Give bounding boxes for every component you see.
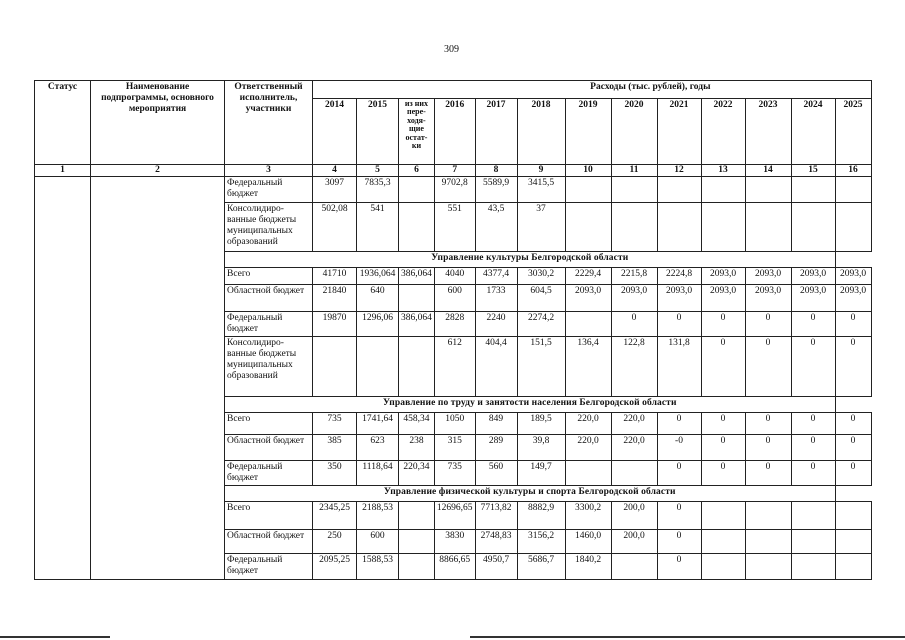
value-cell: 1296,06 [357, 311, 399, 336]
value-cell: 151,5 [517, 336, 565, 396]
value-cell: 37 [517, 202, 565, 251]
value-cell: 2095,25 [313, 553, 357, 579]
header-year: 2022 [701, 99, 745, 165]
value-cell: 2093,0 [701, 267, 745, 284]
header-name: Наименование подпрограммы, основного мероприятия [91, 81, 225, 165]
row-label: Всего [225, 267, 313, 284]
value-cell [835, 529, 871, 553]
page-number: 309 [444, 44, 459, 55]
value-cell: 551 [434, 202, 475, 251]
row-label: Федеральный бюджет [225, 460, 313, 485]
value-cell: 0 [657, 311, 701, 336]
value-cell [399, 529, 435, 553]
value-cell: 2188,53 [357, 501, 399, 529]
value-cell: 404,4 [475, 336, 517, 396]
value-cell: 612 [434, 336, 475, 396]
value-cell: 3097 [313, 176, 357, 202]
value-cell: 0 [791, 412, 835, 434]
column-number: 6 [399, 165, 435, 177]
value-cell: 0 [657, 553, 701, 579]
value-cell: 0 [745, 412, 791, 434]
column-number: 4 [313, 165, 357, 177]
value-cell: 502,08 [313, 202, 357, 251]
value-cell: 350 [313, 460, 357, 485]
value-cell: 8882,9 [517, 501, 565, 529]
value-cell: 0 [657, 460, 701, 485]
value-cell: 0 [745, 311, 791, 336]
value-cell: 0 [835, 412, 871, 434]
value-cell: 623 [357, 434, 399, 460]
value-cell: 1733 [475, 284, 517, 311]
value-cell: 2093,0 [701, 284, 745, 311]
table-row [35, 176, 872, 202]
value-cell: 0 [701, 412, 745, 434]
value-cell [745, 529, 791, 553]
value-cell [565, 460, 611, 485]
value-cell: 604,5 [517, 284, 565, 311]
value-cell: 640 [357, 284, 399, 311]
value-cell: 12696,65 [434, 501, 475, 529]
value-cell: 0 [657, 412, 701, 434]
row-label: Всего [225, 412, 313, 434]
value-cell [701, 176, 745, 202]
value-cell: 189,5 [517, 412, 565, 434]
header-year: 2018 [517, 99, 565, 165]
value-cell [835, 176, 871, 202]
value-cell [791, 553, 835, 579]
value-cell: 0 [791, 336, 835, 396]
value-cell: 0 [701, 336, 745, 396]
value-cell: 458,34 [399, 412, 435, 434]
column-number: 15 [791, 165, 835, 177]
value-cell: 0 [701, 460, 745, 485]
value-cell: 2093,0 [611, 284, 657, 311]
section-header: Управление культуры Белгородской области [225, 251, 836, 267]
header-year: из них пере-ходя-щие остат-ки [399, 99, 435, 165]
value-cell: 1118,64 [357, 460, 399, 485]
value-cell: 1936,064 [357, 267, 399, 284]
row-label: Областной бюджет [225, 529, 313, 553]
value-cell [745, 176, 791, 202]
value-cell [611, 553, 657, 579]
value-cell [657, 176, 701, 202]
value-cell [791, 501, 835, 529]
value-cell: 39,8 [517, 434, 565, 460]
header-year: 2021 [657, 99, 701, 165]
value-cell: 2215,8 [611, 267, 657, 284]
value-cell: 315 [434, 434, 475, 460]
value-cell: 2224,8 [657, 267, 701, 284]
value-cell: 2093,0 [745, 284, 791, 311]
value-cell: 250 [313, 529, 357, 553]
value-cell [611, 202, 657, 251]
value-cell: 849 [475, 412, 517, 434]
column-number: 5 [357, 165, 399, 177]
value-cell: 600 [434, 284, 475, 311]
row-label: Областной бюджет [225, 284, 313, 311]
value-cell: 3830 [434, 529, 475, 553]
value-cell: 136,4 [565, 336, 611, 396]
value-cell: 289 [475, 434, 517, 460]
value-cell [611, 176, 657, 202]
value-cell: 2093,0 [565, 284, 611, 311]
row-label: Всего [225, 501, 313, 529]
value-cell: 0 [745, 460, 791, 485]
value-cell: 200,0 [611, 529, 657, 553]
value-cell [565, 202, 611, 251]
row-label: Областной бюджет [225, 434, 313, 460]
value-cell: 541 [357, 202, 399, 251]
column-number: 9 [517, 165, 565, 177]
value-cell: 0 [835, 434, 871, 460]
value-cell: -0 [657, 434, 701, 460]
value-cell: 0 [791, 460, 835, 485]
value-cell: 0 [791, 311, 835, 336]
value-cell: 0 [835, 460, 871, 485]
value-cell: 149,7 [517, 460, 565, 485]
value-cell: 220,0 [611, 412, 657, 434]
value-cell: 3156,2 [517, 529, 565, 553]
value-cell: 3415,5 [517, 176, 565, 202]
scan-edge-line-left [0, 636, 110, 638]
value-cell: 1050 [434, 412, 475, 434]
value-cell [399, 284, 435, 311]
column-number: 7 [434, 165, 475, 177]
value-cell: 0 [835, 311, 871, 336]
value-cell: 2093,0 [791, 267, 835, 284]
row-label: Консолидиро-ванные бюджеты муниципальных образований [225, 336, 313, 396]
column-number: 10 [565, 165, 611, 177]
name-cell [91, 176, 225, 579]
value-cell: 2093,0 [835, 284, 871, 311]
value-cell: 0 [745, 434, 791, 460]
value-cell: 238 [399, 434, 435, 460]
value-cell: 1460,0 [565, 529, 611, 553]
value-cell: 3300,2 [565, 501, 611, 529]
value-cell [399, 501, 435, 529]
value-cell: 220,34 [399, 460, 435, 485]
value-cell: 560 [475, 460, 517, 485]
value-cell: 3030,2 [517, 267, 565, 284]
value-cell: 4040 [434, 267, 475, 284]
value-cell: 1741,64 [357, 412, 399, 434]
header-status: Статус [35, 81, 91, 165]
value-cell: 220,0 [565, 434, 611, 460]
column-number: 16 [835, 165, 871, 177]
value-cell: 5589,9 [475, 176, 517, 202]
header-responsible: Ответственный исполнитель, участники [225, 81, 313, 165]
value-cell: 0 [791, 434, 835, 460]
value-cell: 2093,0 [791, 284, 835, 311]
value-cell: 4950,7 [475, 553, 517, 579]
value-cell: 0 [701, 311, 745, 336]
value-cell [745, 501, 791, 529]
value-cell [701, 202, 745, 251]
row-label: Федеральный бюджет [225, 311, 313, 336]
column-number: 2 [91, 165, 225, 177]
header-year: 2017 [475, 99, 517, 165]
value-cell: 220,0 [565, 412, 611, 434]
value-cell: 385 [313, 434, 357, 460]
header-year: 2016 [434, 99, 475, 165]
value-cell: 7713,82 [475, 501, 517, 529]
value-cell: 2274,2 [517, 311, 565, 336]
value-cell [745, 553, 791, 579]
budget-table [34, 80, 872, 580]
value-cell: 2345,25 [313, 501, 357, 529]
row-label: Федеральный бюджет [225, 176, 313, 202]
value-cell [835, 202, 871, 251]
header-year: 2024 [791, 99, 835, 165]
value-cell: 5686,7 [517, 553, 565, 579]
value-cell: 735 [313, 412, 357, 434]
value-cell: 2828 [434, 311, 475, 336]
value-cell: 200,0 [611, 501, 657, 529]
header-year: 2025 [835, 99, 871, 165]
value-cell: 43,5 [475, 202, 517, 251]
column-number: 12 [657, 165, 701, 177]
value-cell: 386,064 [399, 311, 435, 336]
value-cell [835, 501, 871, 529]
value-cell: 9702,8 [434, 176, 475, 202]
column-number: 8 [475, 165, 517, 177]
value-cell: 122,8 [611, 336, 657, 396]
value-cell [399, 553, 435, 579]
header-year: 2023 [745, 99, 791, 165]
value-cell [565, 311, 611, 336]
value-cell: 2093,0 [745, 267, 791, 284]
value-cell [399, 336, 435, 396]
value-cell: 2093,0 [657, 284, 701, 311]
column-number: 11 [611, 165, 657, 177]
value-cell: 2748,83 [475, 529, 517, 553]
value-cell: 0 [657, 501, 701, 529]
value-cell: 2240 [475, 311, 517, 336]
column-number: 13 [701, 165, 745, 177]
header-year: 2015 [357, 99, 399, 165]
header-year: 2019 [565, 99, 611, 165]
value-cell: 21840 [313, 284, 357, 311]
value-cell [313, 336, 357, 396]
column-number: 3 [225, 165, 313, 177]
value-cell: 2093,0 [835, 267, 871, 284]
value-cell [399, 202, 435, 251]
status-cell [35, 176, 91, 579]
header-year: 2014 [313, 99, 357, 165]
value-cell: 0 [657, 529, 701, 553]
value-cell: 1840,2 [565, 553, 611, 579]
value-cell [701, 553, 745, 579]
section-header: Управление по труду и занятости населения Белгородской области [225, 396, 836, 412]
section-header: Управление физической культуры и спорта Белгородской области [225, 485, 836, 501]
value-cell: 0 [745, 336, 791, 396]
value-cell [791, 202, 835, 251]
column-number: 14 [745, 165, 791, 177]
value-cell: 19870 [313, 311, 357, 336]
value-cell: 0 [701, 434, 745, 460]
value-cell: 1588,53 [357, 553, 399, 579]
value-cell: 8866,65 [434, 553, 475, 579]
scan-edge-line-right [470, 636, 905, 638]
value-cell [399, 176, 435, 202]
value-cell [835, 553, 871, 579]
value-cell: 600 [357, 529, 399, 553]
header-year: 2020 [611, 99, 657, 165]
value-cell: 41710 [313, 267, 357, 284]
value-cell [657, 202, 701, 251]
value-cell [791, 176, 835, 202]
value-cell [791, 529, 835, 553]
value-cell: 4377,4 [475, 267, 517, 284]
value-cell: 131,8 [657, 336, 701, 396]
value-cell [701, 501, 745, 529]
value-cell [745, 202, 791, 251]
value-cell: 735 [434, 460, 475, 485]
row-label: Консолидиро-ванные бюджеты муниципальных образований [225, 202, 313, 251]
value-cell: 386,064 [399, 267, 435, 284]
header-expenses: Расходы (тыс. рублей), годы [313, 81, 872, 99]
value-cell [357, 336, 399, 396]
value-cell: 0 [835, 336, 871, 396]
row-label: Федеральный бюджет [225, 553, 313, 579]
value-cell: 2229,4 [565, 267, 611, 284]
value-cell [701, 529, 745, 553]
value-cell: 7835,3 [357, 176, 399, 202]
column-number: 1 [35, 165, 91, 177]
value-cell [611, 460, 657, 485]
value-cell: 220,0 [611, 434, 657, 460]
value-cell [565, 176, 611, 202]
value-cell: 0 [611, 311, 657, 336]
